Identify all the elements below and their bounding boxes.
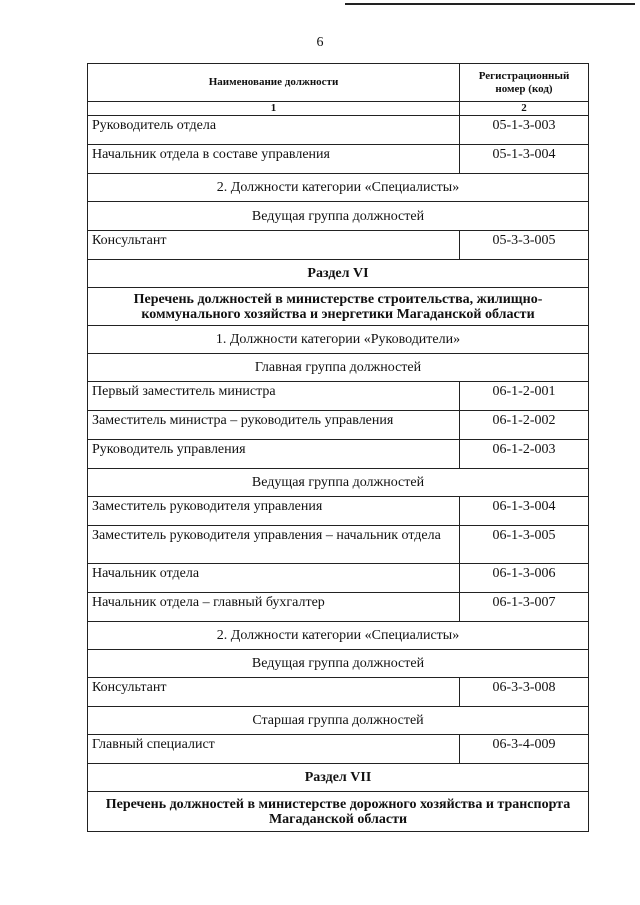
- position-name: Руководитель управления: [88, 440, 460, 469]
- category-row: [88, 326, 589, 354]
- position-code: 06-1-2-002: [460, 411, 589, 440]
- position-code: 05-1-3-004: [460, 145, 589, 174]
- table-row: [88, 564, 589, 593]
- table-row: [88, 526, 589, 564]
- group-row: [88, 469, 589, 497]
- table-row: [88, 735, 589, 764]
- table-row: [88, 593, 589, 622]
- category-title: 2. Должности категории «Специалисты»: [88, 622, 589, 650]
- category-title: 1. Должности категории «Руководители»: [88, 326, 589, 354]
- position-name: Заместитель руководителя управления – начальник отдела: [88, 526, 460, 564]
- section-row: [88, 260, 589, 288]
- position-code: 06-1-3-004: [460, 497, 589, 526]
- category-row: [88, 174, 589, 202]
- page-number: 6: [316, 35, 324, 50]
- table-row: [88, 145, 589, 174]
- positions-table: [87, 63, 589, 832]
- position-code: 06-1-3-006: [460, 564, 589, 593]
- position-code: 05-3-3-005: [460, 231, 589, 260]
- position-code: 06-1-2-003: [460, 440, 589, 469]
- group-title: Главная группа должностей: [88, 354, 589, 382]
- scan-edge-line: [345, 3, 635, 5]
- column-number-2: 2: [460, 102, 589, 116]
- group-row: [88, 707, 589, 735]
- header-code: Регистрационный номер (код): [460, 64, 589, 102]
- group-title: Старшая группа должностей: [88, 707, 589, 735]
- position-code: 06-1-3-005: [460, 526, 589, 564]
- position-name: Руководитель отдела: [88, 116, 460, 145]
- table-row: [88, 440, 589, 469]
- table-row: [88, 678, 589, 707]
- position-name: Начальник отдела – главный бухгалтер: [88, 593, 460, 622]
- position-name: Начальник отдела в составе управления: [88, 145, 460, 174]
- group-row: [88, 202, 589, 231]
- group-row: [88, 650, 589, 678]
- position-code: 06-1-2-001: [460, 382, 589, 411]
- column-number-row: [88, 102, 589, 116]
- position-code: 06-3-4-009: [460, 735, 589, 764]
- position-code: 06-1-3-007: [460, 593, 589, 622]
- category-row: [88, 622, 589, 650]
- table-row: [88, 497, 589, 526]
- table-row: [88, 231, 589, 260]
- section-row: [88, 288, 589, 326]
- table-row: [88, 382, 589, 411]
- section-title: Раздел VII: [88, 764, 589, 792]
- group-title: Ведущая группа должностей: [88, 202, 589, 231]
- column-number-1: 1: [88, 102, 460, 116]
- category-title: 2. Должности категории «Специалисты»: [88, 174, 589, 202]
- group-title: Ведущая группа должностей: [88, 650, 589, 678]
- position-name: Заместитель руководителя управления: [88, 497, 460, 526]
- table-row: [88, 116, 589, 145]
- section-title: Раздел VI: [88, 260, 589, 288]
- position-code: 06-3-3-008: [460, 678, 589, 707]
- table-header-row: [88, 64, 589, 102]
- group-row: [88, 354, 589, 382]
- section-row: [88, 792, 589, 832]
- position-name: Начальник отдела: [88, 564, 460, 593]
- section-heading: Перечень должностей в министерстве дорожного хозяйства и транспорта Магаданской области: [88, 792, 589, 832]
- position-name: Главный специалист: [88, 735, 460, 764]
- position-name: Заместитель министра – руководитель управления: [88, 411, 460, 440]
- table-row: [88, 411, 589, 440]
- section-row: [88, 764, 589, 792]
- position-name: Первый заместитель министра: [88, 382, 460, 411]
- header-name: Наименование должности: [88, 64, 460, 102]
- section-heading: Перечень должностей в министерстве строительства, жилищно-коммунального хозяйства и энергетики Магаданской области: [88, 288, 589, 326]
- position-name: Консультант: [88, 231, 460, 260]
- position-name: Консультант: [88, 678, 460, 707]
- group-title: Ведущая группа должностей: [88, 469, 589, 497]
- position-code: 05-1-3-003: [460, 116, 589, 145]
